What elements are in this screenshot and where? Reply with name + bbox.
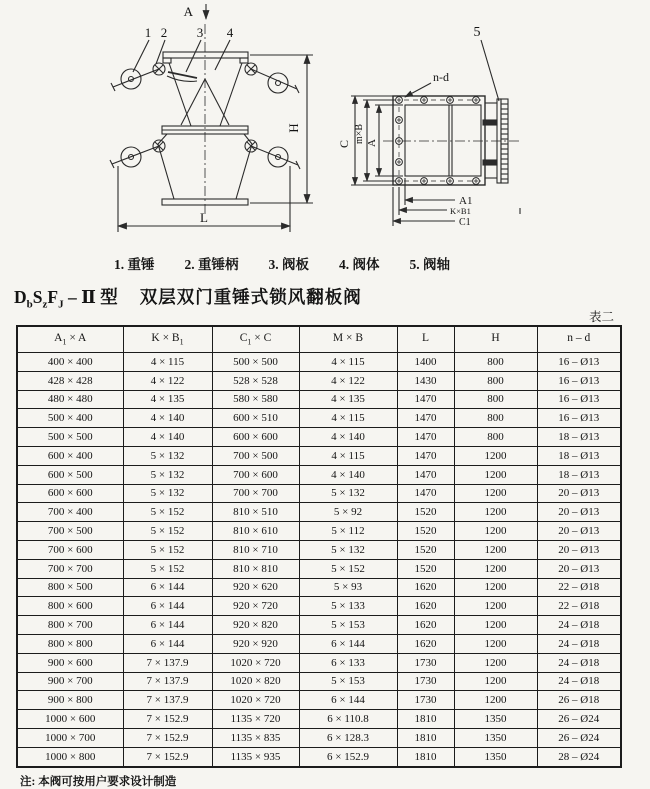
- table-cell: 1470: [397, 465, 454, 484]
- table-cell: 4 × 140: [123, 428, 212, 447]
- valve-name: 双层双门重锤式锁风翻板阀: [139, 287, 362, 307]
- table-cell: 1470: [397, 409, 454, 428]
- table-cell: 900 × 800: [17, 691, 123, 710]
- table-cell: 1730: [397, 691, 454, 710]
- table-cell: 4 × 115: [123, 353, 212, 372]
- table-cell: 18 – Ø13: [537, 428, 621, 447]
- table-cell: 600 × 600: [17, 484, 123, 503]
- table-cell: 800: [454, 428, 537, 447]
- table-cell: 500 × 500: [17, 428, 123, 447]
- dim-a1-label: A1: [459, 195, 473, 207]
- table-cell: 7 × 137.9: [123, 691, 212, 710]
- table-row: [17, 710, 621, 729]
- footnote: 注: 本阀可按用户要求设计制造: [20, 775, 177, 788]
- table-cell: 1520: [397, 522, 454, 541]
- table-cell: 16 – Ø13: [537, 409, 621, 428]
- table-cell: 4 × 115: [299, 353, 397, 372]
- table-cell: 1430: [397, 371, 454, 390]
- table-row: [17, 390, 621, 409]
- table-cell: 5 × 152: [123, 503, 212, 522]
- table-cell: 920 × 720: [212, 597, 299, 616]
- table-cell: 6 × 133: [299, 653, 397, 672]
- table-row: [17, 634, 621, 653]
- table-cell: 1520: [397, 503, 454, 522]
- table-cell: 24 – Ø18: [537, 616, 621, 635]
- table-cell: 6 × 144: [123, 616, 212, 635]
- table-row: [17, 409, 621, 428]
- table-cell: 1520: [397, 540, 454, 559]
- table-cell: 1000 × 700: [17, 728, 123, 747]
- parts-legend: [0, 254, 650, 272]
- table-cell: 20 – Ø13: [537, 503, 621, 522]
- table-row: [17, 616, 621, 635]
- table-cell: 1400: [397, 353, 454, 372]
- table-cell: 810 × 610: [212, 522, 299, 541]
- table-cell: 900 × 600: [17, 653, 123, 672]
- dim-l-label: L: [200, 210, 208, 225]
- table-cell: 800 × 600: [17, 597, 123, 616]
- col-header-mxb: M × B: [299, 326, 397, 353]
- table-cell: 1470: [397, 484, 454, 503]
- table-cell: 6 × 144: [299, 634, 397, 653]
- dim-mxb-label: m×B: [354, 123, 365, 145]
- table-cell: 1200: [454, 540, 537, 559]
- table-cell: 1810: [397, 728, 454, 747]
- bolt-holes: [396, 97, 480, 185]
- part-label-1: 1: [144, 25, 152, 40]
- table-cell: 1020 × 720: [212, 691, 299, 710]
- table-cell: 1135 × 720: [212, 710, 299, 729]
- table-cell: 1200: [454, 672, 537, 691]
- side-view-lines: [351, 40, 520, 226]
- table-cell: 800: [454, 371, 537, 390]
- table-cell: 5 × 153: [299, 672, 397, 691]
- table-cell: 580 × 580: [212, 390, 299, 409]
- table-cell: 4 × 135: [299, 390, 397, 409]
- table-cell: 5 × 93: [299, 578, 397, 597]
- table-row: [17, 597, 621, 616]
- table-cell: 1200: [454, 484, 537, 503]
- model-code: $D_bS_zF_J$ – Ⅱ 型: [14, 287, 118, 311]
- table-cell: 1000 × 600: [17, 710, 123, 729]
- table-cell: 5 × 132: [299, 540, 397, 559]
- legend-item-5: 5. 阀轴: [409, 257, 450, 272]
- table-cell: 1000 × 800: [17, 747, 123, 766]
- dim-h-label: H: [286, 123, 301, 133]
- table-cell: 480 × 480: [17, 390, 123, 409]
- table-cell: 1520: [397, 559, 454, 578]
- table-row: [17, 465, 621, 484]
- table-cell: 810 × 510: [212, 503, 299, 522]
- table-cell: 5 × 132: [123, 465, 212, 484]
- col-header-h: H: [454, 326, 537, 353]
- table-cell: 600 × 400: [17, 446, 123, 465]
- table-cell: 5 × 133: [299, 597, 397, 616]
- table-cell: 6 × 144: [299, 691, 397, 710]
- part-label-2: 2: [160, 25, 168, 40]
- table-cell: 1200: [454, 597, 537, 616]
- table-cell: 4 × 140: [299, 428, 397, 447]
- table-row: [17, 522, 621, 541]
- table-row: [17, 747, 621, 766]
- table-cell: 800: [454, 353, 537, 372]
- table-cell: 20 – Ø13: [537, 540, 621, 559]
- table-cell: 5 × 153: [299, 616, 397, 635]
- table-row: [17, 428, 621, 447]
- table-cell: 1020 × 820: [212, 672, 299, 691]
- col-header-a1xa: $A_1 \times A$: [17, 326, 123, 353]
- table-cell: 4 × 122: [299, 371, 397, 390]
- table-cell: 1810: [397, 747, 454, 766]
- table-cell: 810 × 710: [212, 540, 299, 559]
- table-cell: 900 × 700: [17, 672, 123, 691]
- header-row: [17, 326, 621, 353]
- table-cell: 600 × 600: [212, 428, 299, 447]
- table-cell: 1200: [454, 503, 537, 522]
- legend-item-2: 2. 重锤柄: [184, 257, 239, 272]
- table-cell: 700 × 600: [212, 465, 299, 484]
- table-cell: 428 × 428: [17, 371, 123, 390]
- part-label-4: 4: [226, 25, 234, 40]
- table-body: [17, 353, 621, 767]
- dim-a-label: A: [366, 139, 378, 147]
- table-cell: 600 × 510: [212, 409, 299, 428]
- table-cell: 16 – Ø13: [537, 390, 621, 409]
- table-cell: 1200: [454, 446, 537, 465]
- table-cell: 1200: [454, 616, 537, 635]
- table-cell: 22 – Ø18: [537, 597, 621, 616]
- table-cell: 6 × 152.9: [299, 747, 397, 766]
- table-cell: 700 × 500: [17, 522, 123, 541]
- table-cell: 5 × 152: [123, 540, 212, 559]
- table-cell: 810 × 810: [212, 559, 299, 578]
- table-cell: 24 – Ø18: [537, 634, 621, 653]
- table-cell: 1350: [454, 710, 537, 729]
- dim-c1-label: C1: [459, 217, 471, 228]
- table-cell: 800: [454, 409, 537, 428]
- col-header-c1xc: $C_1 \times C$: [212, 326, 299, 353]
- table-cell: 4 × 122: [123, 371, 212, 390]
- table-cell: 1470: [397, 428, 454, 447]
- table-cell: 1470: [397, 390, 454, 409]
- legend-item-3: 3. 阀板: [268, 257, 309, 272]
- dimension-table: [16, 325, 622, 768]
- table-cell: 1810: [397, 710, 454, 729]
- table-cell: 6 × 128.3: [299, 728, 397, 747]
- table-cell: 7 × 137.9: [123, 672, 212, 691]
- table-cell: 800: [454, 390, 537, 409]
- view-a-label: A: [183, 4, 193, 19]
- table-cell: 6 × 144: [123, 578, 212, 597]
- table-cell: 1730: [397, 653, 454, 672]
- table-caption: 表二: [588, 310, 614, 324]
- table-cell: 5 × 152: [299, 559, 397, 578]
- table-cell: 1200: [454, 465, 537, 484]
- table-cell: 1200: [454, 522, 537, 541]
- table-cell: 16 – Ø13: [537, 371, 621, 390]
- part-label-3: 3: [196, 25, 204, 40]
- table-cell: 24 – Ø18: [537, 672, 621, 691]
- table-row: [17, 578, 621, 597]
- table-cell: 6 × 110.8: [299, 710, 397, 729]
- table-cell: 700 × 600: [17, 540, 123, 559]
- table-cell: 1200: [454, 634, 537, 653]
- table-cell: 5 × 112: [299, 522, 397, 541]
- legend-item-4: 4. 阀体: [339, 257, 380, 272]
- table-cell: 700 × 400: [17, 503, 123, 522]
- front-view-lines: [110, 4, 313, 232]
- table-cell: 5 × 132: [123, 484, 212, 503]
- table-cell: 22 – Ø18: [537, 578, 621, 597]
- table-cell: 4 × 115: [299, 446, 397, 465]
- table-cell: 5 × 152: [123, 522, 212, 541]
- valve-side-view-drawing: [325, 0, 645, 248]
- page-title: [14, 284, 650, 311]
- table-cell: 1020 × 720: [212, 653, 299, 672]
- table-cell: 5 × 132: [123, 446, 212, 465]
- table-row: [17, 691, 621, 710]
- table-cell: 1200: [454, 559, 537, 578]
- table-cell: 700 × 700: [212, 484, 299, 503]
- table-cell: 7 × 152.9: [123, 710, 212, 729]
- table-cell: 1200: [454, 578, 537, 597]
- table-cell: 1730: [397, 672, 454, 691]
- table-cell: 5 × 132: [299, 484, 397, 503]
- table-cell: 920 × 620: [212, 578, 299, 597]
- table-cell: 5 × 152: [123, 559, 212, 578]
- table-cell: 1200: [454, 691, 537, 710]
- table-cell: 1620: [397, 597, 454, 616]
- table-cell: 800 × 700: [17, 616, 123, 635]
- table-cell: 4 × 140: [299, 465, 397, 484]
- table-cell: 1620: [397, 616, 454, 635]
- table-cell: 800 × 500: [17, 578, 123, 597]
- legend-item-1: 1. 重锤: [114, 257, 155, 272]
- table-cell: 1470: [397, 446, 454, 465]
- table-cell: 4 × 115: [299, 409, 397, 428]
- table-row: [17, 540, 621, 559]
- part-label-5: 5: [473, 25, 481, 40]
- table-cell: 20 – Ø13: [537, 484, 621, 503]
- table-cell: 800 × 800: [17, 634, 123, 653]
- table-row: [17, 653, 621, 672]
- table-row: [17, 353, 621, 372]
- table-cell: 1200: [454, 653, 537, 672]
- table-cell: 20 – Ø13: [537, 522, 621, 541]
- table-cell: 500 × 400: [17, 409, 123, 428]
- dim-c-label: C: [337, 139, 351, 149]
- table-cell: 24 – Ø18: [537, 653, 621, 672]
- table-cell: 26 – Ø24: [537, 710, 621, 729]
- table-cell: 920 × 820: [212, 616, 299, 635]
- table-cell: 28 – Ø24: [537, 747, 621, 766]
- table-cell: 1135 × 835: [212, 728, 299, 747]
- bolt-count-label: n-d: [433, 70, 449, 84]
- table-row: [17, 672, 621, 691]
- table-cell: 7 × 152.9: [123, 747, 212, 766]
- table-row: [17, 371, 621, 390]
- table-cell: 1620: [397, 634, 454, 653]
- table-row: [17, 484, 621, 503]
- table-cell: 5 × 92: [299, 503, 397, 522]
- table-cell: 4 × 135: [123, 390, 212, 409]
- table-row: [17, 728, 621, 747]
- table-cell: 700 × 500: [212, 446, 299, 465]
- table-cell: 1350: [454, 747, 537, 766]
- table-cell: 6 × 144: [123, 634, 212, 653]
- table-cell: 4 × 140: [123, 409, 212, 428]
- table-cell: 7 × 137.9: [123, 653, 212, 672]
- table-cell: 1135 × 935: [212, 747, 299, 766]
- table-cell: 400 × 400: [17, 353, 123, 372]
- figures-area: [0, 0, 650, 248]
- table-cell: 920 × 920: [212, 634, 299, 653]
- table-row: [17, 446, 621, 465]
- table-cell: 600 × 500: [17, 465, 123, 484]
- valve-front-view-drawing: [0, 0, 330, 248]
- table-cell: 6 × 144: [123, 597, 212, 616]
- table-cell: 18 – Ø13: [537, 446, 621, 465]
- table-cell: 7 × 152.9: [123, 728, 212, 747]
- table-cell: 16 – Ø13: [537, 353, 621, 372]
- table-row: [17, 503, 621, 522]
- table-row: [17, 559, 621, 578]
- col-header-kxb1: $K \times B_1$: [123, 326, 212, 353]
- col-header-nd: n – d: [537, 326, 621, 353]
- col-header-l: L: [397, 326, 454, 353]
- table-cell: 1620: [397, 578, 454, 597]
- table-cell: 1350: [454, 728, 537, 747]
- table-cell: 18 – Ø13: [537, 465, 621, 484]
- dim-kxb1-label: K×B1: [450, 206, 471, 216]
- table-cell: 20 – Ø13: [537, 559, 621, 578]
- table-cell: 26 – Ø24: [537, 728, 621, 747]
- table-cell: 26 – Ø18: [537, 691, 621, 710]
- table-cell: 700 × 700: [17, 559, 123, 578]
- table-cell: 528 × 528: [212, 371, 299, 390]
- table-cell: 500 × 500: [212, 353, 299, 372]
